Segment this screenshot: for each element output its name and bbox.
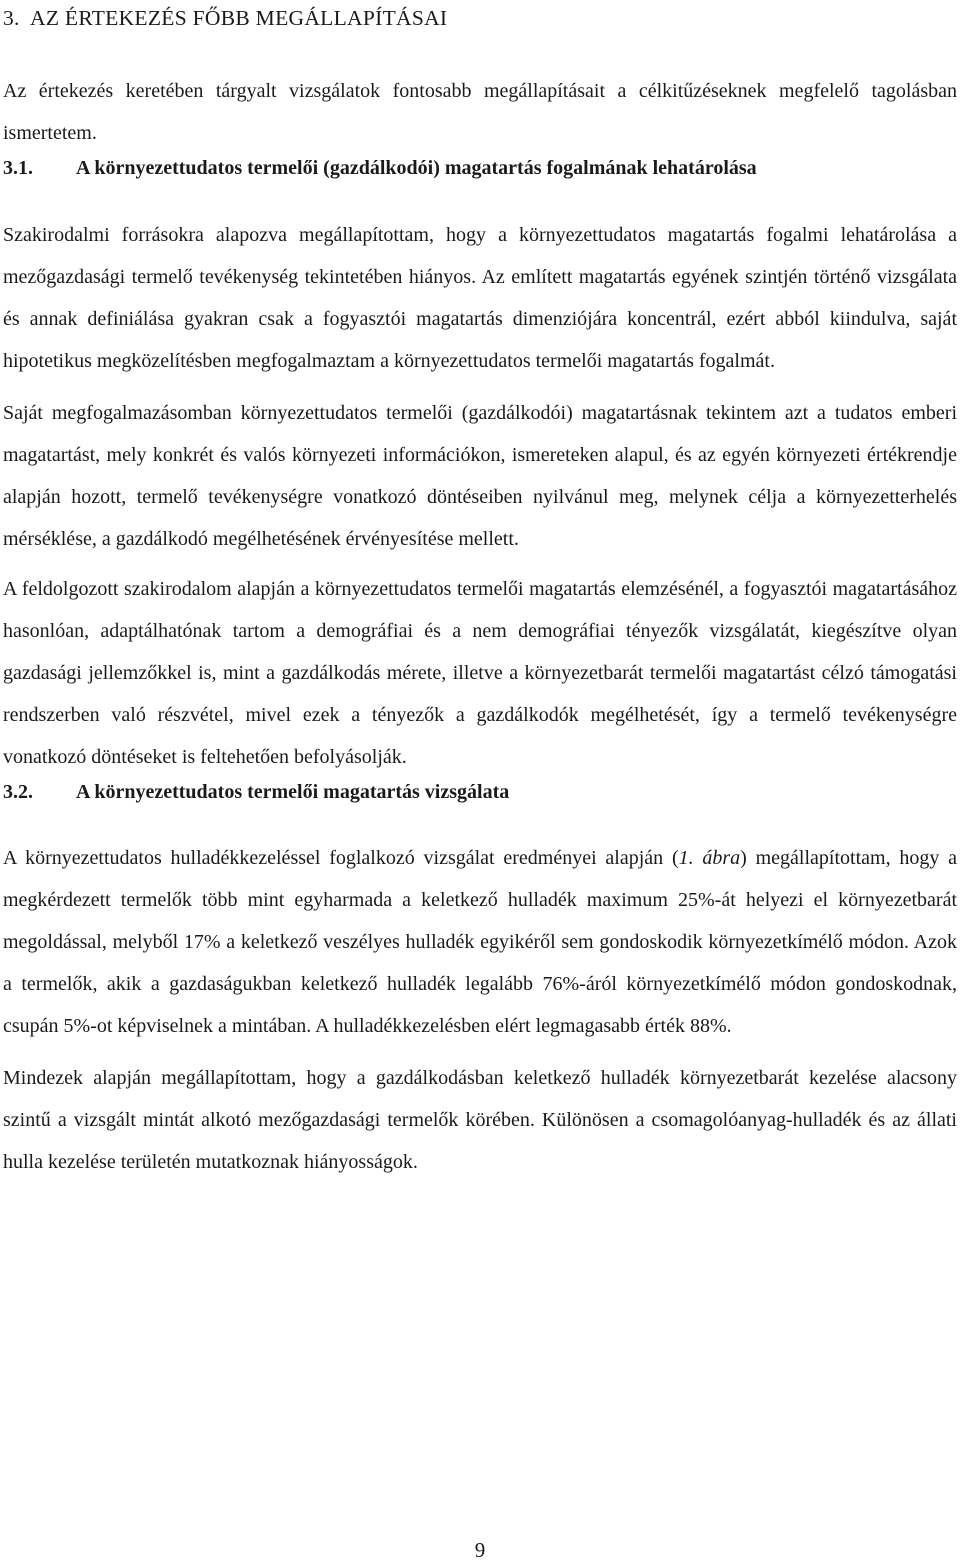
section-number: 3.2. xyxy=(3,781,33,803)
body-paragraph xyxy=(3,837,957,1047)
intro-paragraph: Az értekezés keretében tárgyalt vizsgálatok fontosabb megállapításait a célkitűzéseknek megfelelő tagolásban ismertetem. xyxy=(3,80,957,144)
page-content xyxy=(3,0,957,1183)
figure-reference[interactable]: 1. ábra xyxy=(678,847,741,869)
section-heading-3-2 xyxy=(3,778,957,806)
chapter-heading xyxy=(3,0,957,32)
section-title: A környezettudatos termelői magatartás vizsgálata xyxy=(76,781,510,803)
body-paragraph: Saját megfogalmazásomban környezettudatos termelői (gazdálkodói) magatartásnak tekintem azt a tudatos emberi magatartást, mely konkrét és valós környezeti információkon, ismereteken alapul, és az egyén környezeti értékrendje alapján hozott, termelő tevékenységre vonatkozó döntéseiben nyilvánul meg, melynek célja a környezetterhelés mérséklése, a gazdálkodó megélhetésének érvényesítése mellett. xyxy=(3,402,957,550)
chapter-title: AZ ÉRTEKEZÉS FŐBB MEGÁLLAPÍTÁSAI xyxy=(30,6,448,30)
section-heading-3-1 xyxy=(3,154,957,182)
section-number: 3.1. xyxy=(3,157,33,179)
paragraph-text: ) megállapítottam, hogy a megkérdezett termelők több mint egyharmada a keletkező hulladék maximum 25%-át helyezi el környezetbarát megoldással, melyből 17% a keletkező veszélyes hulladék egyikéről sem gondoskodik környezetkímélő módon. Azok a termelők, akik a gazdaságukban keletkező hulladék legalább 76%-áról környezetkímélő módon gondoskodnak, csupán 5%-ot képviselnek a mintában. A hulladékkezelésben elért legmagasabb érték 88%. xyxy=(3,847,957,1037)
body-paragraph: Szakirodalmi forrásokra alapozva megállapítottam, hogy a környezettudatos magatartás fogalmi lehatárolása a mezőgazdasági termelő tevékenység tekintetében hiányos. Az említett magatartás egyének szintjén történő vizsgálata és annak definiálása gyakran csak a fogyasztói magatartás dimenziójára koncentrál, ezért abból kiindulva, saját hipotetikus megközelítésben megfogalmaztam a környezettudatos termelői magatartás fogalmát. xyxy=(3,224,957,372)
section-title: A környezettudatos termelői (gazdálkodói) magatartás fogalmának lehatárolása xyxy=(76,157,757,179)
paragraph-text: A környezettudatos hulladékkezeléssel foglalkozó vizsgálat eredményei alapján ( xyxy=(3,847,679,869)
page-number: 9 xyxy=(474,1538,486,1562)
chapter-number: 3. xyxy=(3,6,20,30)
body-paragraph: A feldolgozott szakirodalom alapján a környezettudatos termelői magatartás elemzésénél, a fogyasztói magatartásához hasonlóan, adaptálhatónak tartom a demográfiai és a nem demográfiai tényezők vizsgálatát, kiegészítve olyan gazdasági jellemzőkkel is, mint a gazdálkodás mérete, illetve a környezetbarát termelői magatartást célzó támogatási rendszerben való részvétel, mivel ezek a tényezők a gazdálkodók megélhetését, így a termelő tevékenységre vonatkozó döntéseket is feltehetően befolyásolják. xyxy=(3,578,957,768)
body-paragraph: Mindezek alapján megállapítottam, hogy a gazdálkodásban keletkező hulladék környezetbarát kezelése alacsony szintű a vizsgált mintát alkotó mezőgazdasági termelők körében. Különösen a csomagolóanyag-hulladék és az állati hulla kezelése területén mutatkoznak hiányosságok. xyxy=(3,1067,957,1173)
